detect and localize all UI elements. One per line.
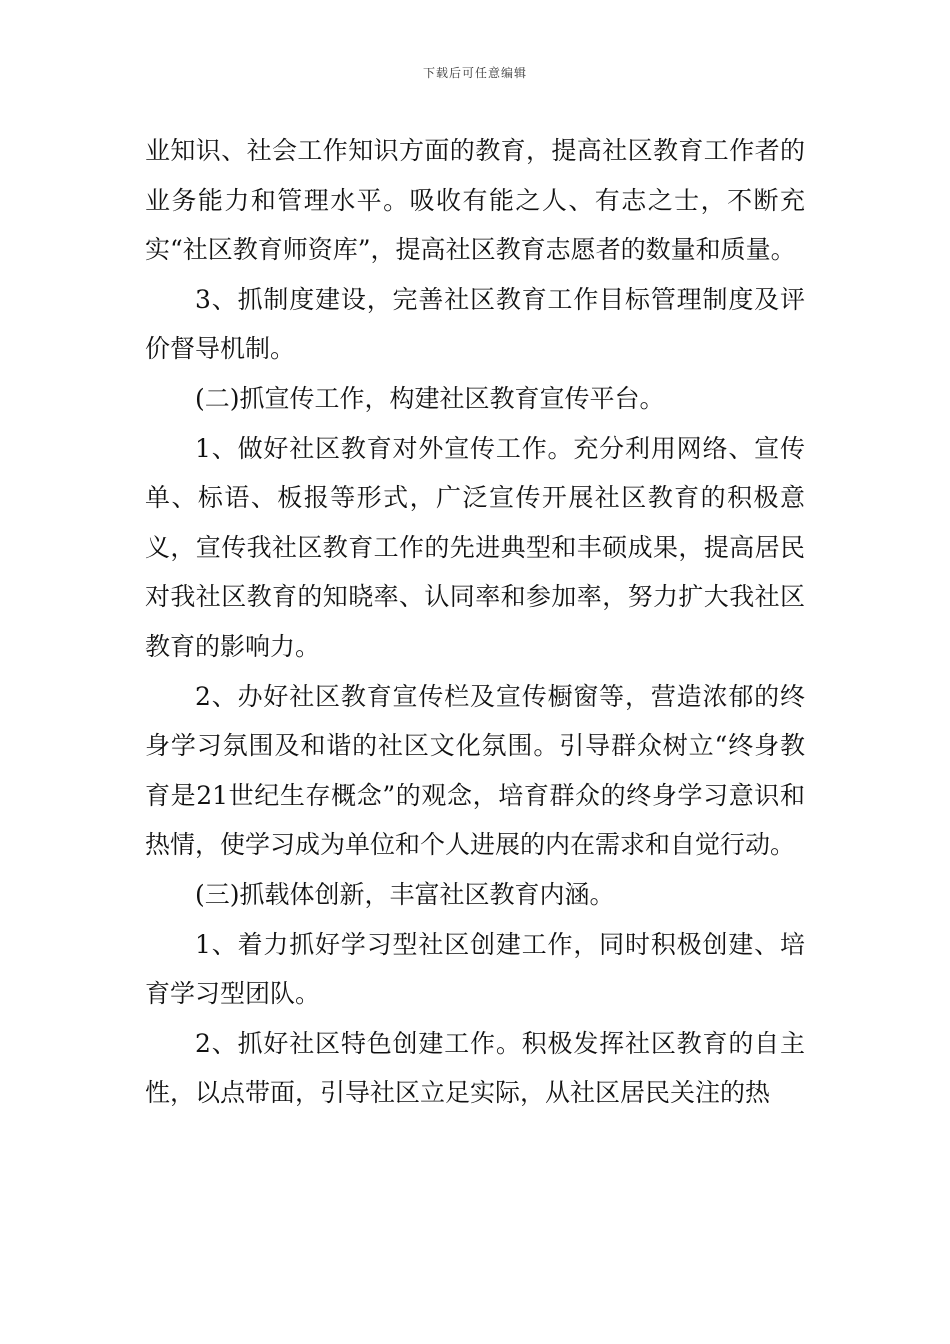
document-body xyxy=(145,126,805,1118)
paragraph-continuation: 业知识、社会工作知识方面的教育，提高社区教育工作者的业务能力和管理水平。吸收有能之人、有志之士，不断充实“社区教育师资库”，提高社区教育志愿者的数量和质量。 xyxy=(145,136,805,265)
paragraph-item-2: 2、抓好社区特色创建工作。积极发挥社区教育的自主性，以点带面，引导社区立足实际，从社区居民关注的热 xyxy=(145,1028,805,1108)
paragraph-item-2: 2、办好社区教育宣传栏及宣传橱窗等，营造浓郁的终身学习氛围及和谐的社区文化氛围。引导群众树立“终身教育是21世纪生存概念”的观念，培育群众的终身学习意识和热情，使学习成为单位和个人进展的内在需求和自觉行动。 xyxy=(145,681,805,860)
section-heading-2: (二)抓宣传工作，构建社区教育宣传平台。 xyxy=(195,383,665,413)
paragraph-item-1: 1、着力抓好学习型社区创建工作，同时积极创建、培育学习型团队。 xyxy=(145,929,805,1009)
paragraph-item-1: 1、做好社区教育对外宣传工作。充分利用网络、宣传单、标语、板报等形式，广泛宣传开展社区教育的积极意义，宣传我社区教育工作的先进典型和丰硕成果，提高居民对我社区教育的知晓率、认同率和参加率，努力扩大我社区教育的影响力。 xyxy=(145,433,805,661)
page-header: 下载后可任意编辑 xyxy=(422,66,527,80)
paragraph-item-3: 3、抓制度建设，完善社区教育工作目标管理制度及评价督导机制。 xyxy=(145,284,805,364)
section-heading-3: (三)抓载体创新，丰富社区教育内涵。 xyxy=(195,879,615,909)
